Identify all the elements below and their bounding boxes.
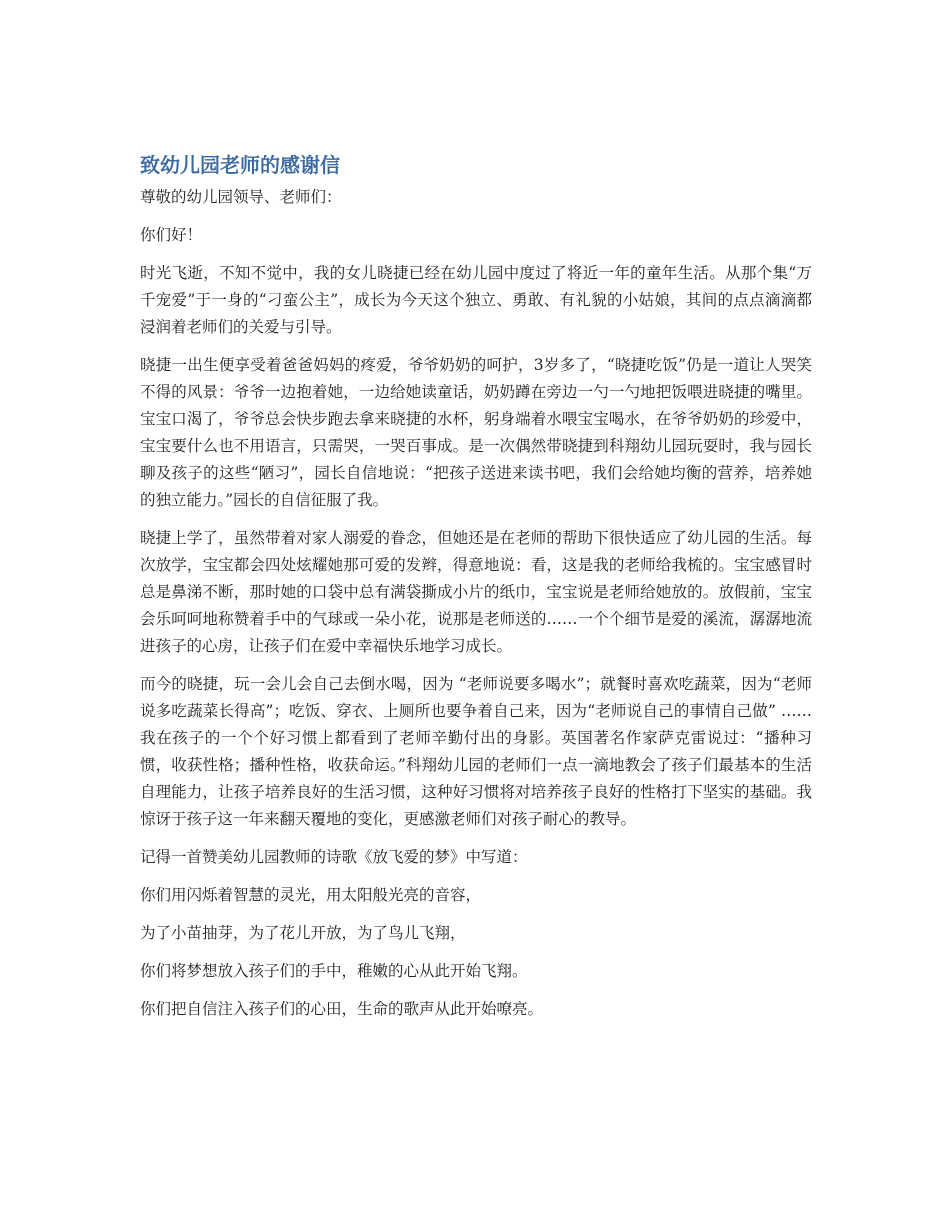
salutation: 尊敬的幼儿园领导、老师们：	[140, 188, 342, 206]
paragraph-intro: 时光飞逝，不知不觉中，我的女儿晓捷已经在幼儿园中度过了将近一年的童年生活。从那个集“万千宠爱”于一身的“刁蛮公主”，成长为今天这个独立、勇敢、有礼貌的小姑娘，其间的点点滴滴都浸润着老师们的关爱与引导。	[140, 264, 812, 336]
paragraph-birth: 晓捷一出生便享受着爸爸妈妈的疼爱，爷爷奶奶的呵护，3岁多了，“晓捷吃饭”仍是一道让人哭笑不得的风景：爷爷一边抱着她，一边给她读童话，奶奶蹲在旁边一勺一勺地把饭喂进晓捷的嘴里。宝宝口渴了，爷爷总会快步跑去拿来晓捷的水杯，躬身端着水喂宝宝喝水，在爷爷奶奶的珍爱中，宝宝要什么也不用语言，只需哭，一哭百事成。是一次偶然带晓捷到科翔幼儿园玩耍时，我与园长聊及孩子的这些“陋习”，园长自信地说：“把孩子送进来读书吧，我们会给她均衡的营养，培养她的独立能力。”园长的自信征服了我。	[140, 356, 812, 509]
greeting: 你们好！	[140, 226, 203, 244]
paragraph-poem-intro: 记得一首赞美幼儿园教师的诗歌《放飞爱的梦》中写道：	[140, 848, 528, 866]
poem-line-1: 你们用闪烁着智慧的灵光，用太阳般光亮的音容，	[140, 886, 482, 904]
document-page	[140, 150, 812, 1034]
poem-line-3: 你们将梦想放入孩子们的手中，稚嫩的心从此开始飞翔。	[140, 962, 528, 980]
paragraph-school-start: 晓捷上学了，虽然带着对家人溺爱的眷念，但她还是在老师的帮助下很快适应了幼儿园的生活。每次放学，宝宝都会四处炫耀她那可爱的发辫，得意地说：看，这是我的老师给我梳的。宝宝感冒时总是鼻涕不断，那时她的口袋中总有满袋撕成小片的纸巾，宝宝说是老师给她放的。放假前，宝宝会乐呵呵地称赞着手中的气球或一朵小花，说那是老师送的……一个个细节是爱的溪流，潺潺地流进孩子的心房，让孩子们在爱中幸福快乐地学习成长。	[140, 529, 812, 655]
poem-line-4: 你们把自信注入孩子们的心田，生命的歌声从此开始嘹亮。	[140, 1000, 544, 1018]
poem-line-2: 为了小苗抽芽，为了花儿开放，为了鸟儿飞翔，	[140, 924, 466, 942]
document-title: 致幼儿园老师的感谢信	[140, 153, 340, 177]
paragraph-habits: 而今的晓捷，玩一会儿会自己去倒水喝，因为 “老师说要多喝水”；就餐时喜欢吃蔬菜，因为“老师说多吃蔬菜长得高”；吃饭、穿衣、上厕所也要争着自己来，因为“老师说自己的事情自己做” ……我在孩子的一个个好习惯上都看到了老师辛勤付出的身影。英国著名作家萨克雷说过：“播种习惯，收获性格；播种性格，收获命运。”科翔幼儿园的老师们一点一滴地教会了孩子们最基本的生活自理能力，让孩子培养良好的生活习惯，这种好习惯将对培养孩子良好的性格打下坚实的基础。我惊讶于孩子这一年来翻天覆地的变化，更感激老师们对孩子耐心的教导。	[140, 675, 812, 828]
